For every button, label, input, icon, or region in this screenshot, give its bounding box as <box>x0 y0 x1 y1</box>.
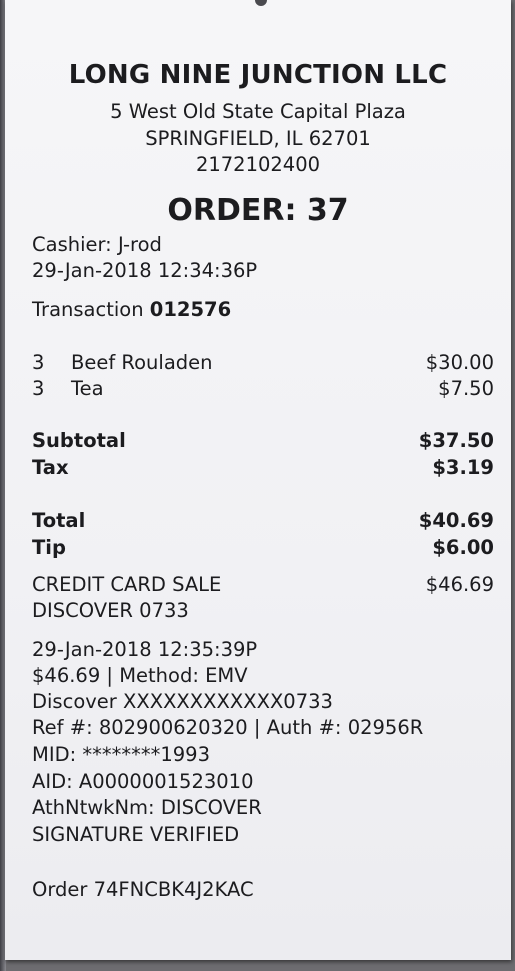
sale-amount: $46.69 <box>425 573 494 596</box>
order-number: ORDER: 37 <box>167 193 349 228</box>
item-qty: 3 <box>32 351 45 374</box>
order-id: Order 74FNCBK4J2KAC <box>32 878 254 901</box>
subtotal-label: Subtotal <box>32 429 126 452</box>
application-id: AID: A0000001523010 <box>32 770 254 793</box>
total-value: $40.69 <box>418 509 494 532</box>
transaction-number: 012576 <box>149 298 232 321</box>
transaction <box>32 298 231 321</box>
business-city: SPRINGFIELD, IL 62701 <box>145 127 371 150</box>
tip-label: Tip <box>32 536 66 559</box>
merchant-id: MID: ********1993 <box>32 743 210 766</box>
sale-label: CREDIT CARD SALE <box>32 573 222 596</box>
item-price: $7.50 <box>438 377 494 400</box>
receipt-notch <box>255 0 267 6</box>
item-qty: 3 <box>32 377 45 400</box>
total-label: Total <box>32 509 86 532</box>
card-number: Discover XXXXXXXXXXXX0733 <box>32 690 333 713</box>
order-datetime: 29-Jan-2018 12:34:36P <box>32 259 258 282</box>
item-name: Tea <box>71 377 104 400</box>
receipt <box>5 0 511 960</box>
signature-status: SIGNATURE VERIFIED <box>32 823 240 846</box>
payment-method: $46.69 | Method: EMV <box>32 664 248 687</box>
item-price: $30.00 <box>425 351 494 374</box>
business-name: LONG NINE JUNCTION LLC <box>68 60 448 90</box>
business-phone: 2172102400 <box>195 153 321 176</box>
payment-datetime: 29-Jan-2018 12:35:39P <box>32 638 258 661</box>
tax-label: Tax <box>32 456 69 479</box>
network-name: AthNtwkNm: DISCOVER <box>32 796 262 819</box>
ref-auth: Ref #: 802900620320 | Auth #: 02956R <box>32 716 424 739</box>
business-address: 5 West Old State Capital Plaza <box>110 100 406 123</box>
tip-value: $6.00 <box>432 536 494 559</box>
transaction-label: Transaction <box>32 298 144 321</box>
cashier: Cashier: J-rod <box>32 233 162 256</box>
subtotal-value: $37.50 <box>418 429 494 452</box>
card-summary: DISCOVER 0733 <box>32 599 189 622</box>
item-name: Beef Rouladen <box>71 351 213 374</box>
tax-value: $3.19 <box>432 456 494 479</box>
